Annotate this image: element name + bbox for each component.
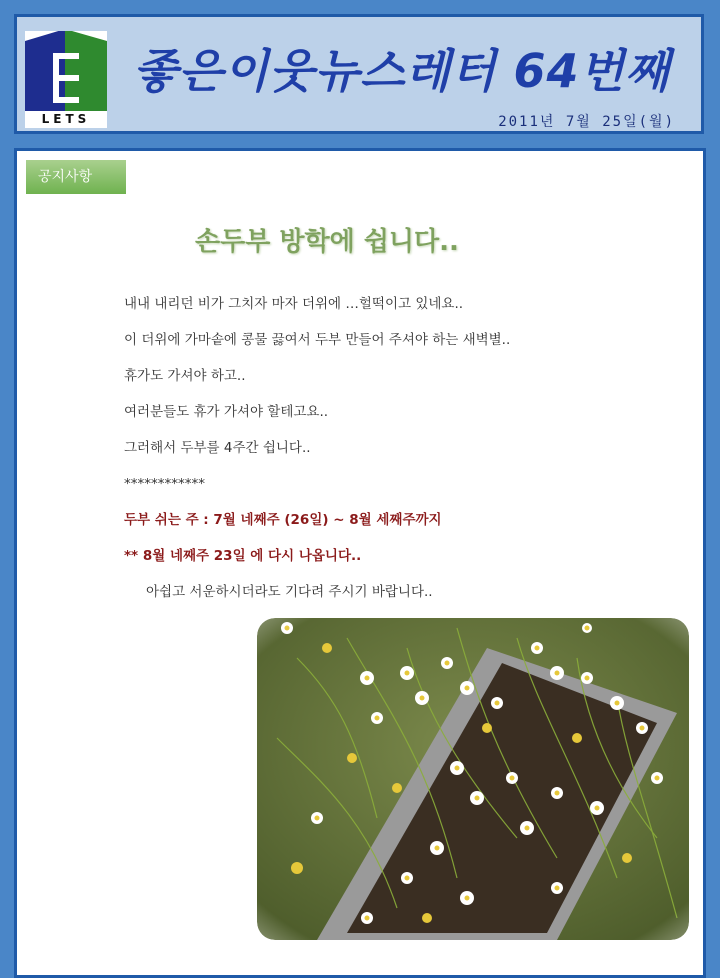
notice-line: 내내 내리던 비가 그치자 마자 더위에 …헐떡이고 있네요..: [124, 296, 464, 312]
chamomile-planter-photo: [257, 618, 689, 940]
flower-photo-illustration: [257, 618, 689, 940]
closing-message-line: 아쉽고 서운하시더라도 기다려 주시기 바랍니다..: [146, 584, 433, 600]
notice-line: 여러분들도 휴가 가셔야 할테고요..: [124, 404, 329, 420]
logo-text: LETS: [41, 112, 91, 126]
closure-period-line: 두부 쉬는 주 : 7월 네째주 (26일) ~ 8월 세째주까지: [124, 512, 442, 528]
notice-tab[interactable]: 공지사항: [26, 160, 126, 194]
lets-logo: [25, 31, 107, 128]
newsletter-header: [14, 14, 704, 134]
notice-line: 휴가도 가셔야 하고..: [124, 368, 246, 384]
notice-line: 이 더위에 가마솥에 콩물 끓여서 두부 만들어 주셔야 하는 새벽별..: [124, 332, 511, 348]
reopen-date-line: ** 8월 네째주 23일 에 다시 나옵니다..: [124, 548, 362, 564]
notice-body: [124, 295, 684, 619]
notice-panel: [14, 148, 706, 978]
newsletter-title: 좋은이웃뉴스레터 64번째: [133, 44, 671, 98]
issue-date: 2011년 7월 25일(월): [498, 114, 675, 130]
separator-line: ************: [124, 476, 205, 492]
notice-headline: 손두부 방학에 쉽니다..: [195, 227, 459, 257]
notice-line: 그러해서 두부를 4주간 쉽니다..: [124, 440, 311, 456]
